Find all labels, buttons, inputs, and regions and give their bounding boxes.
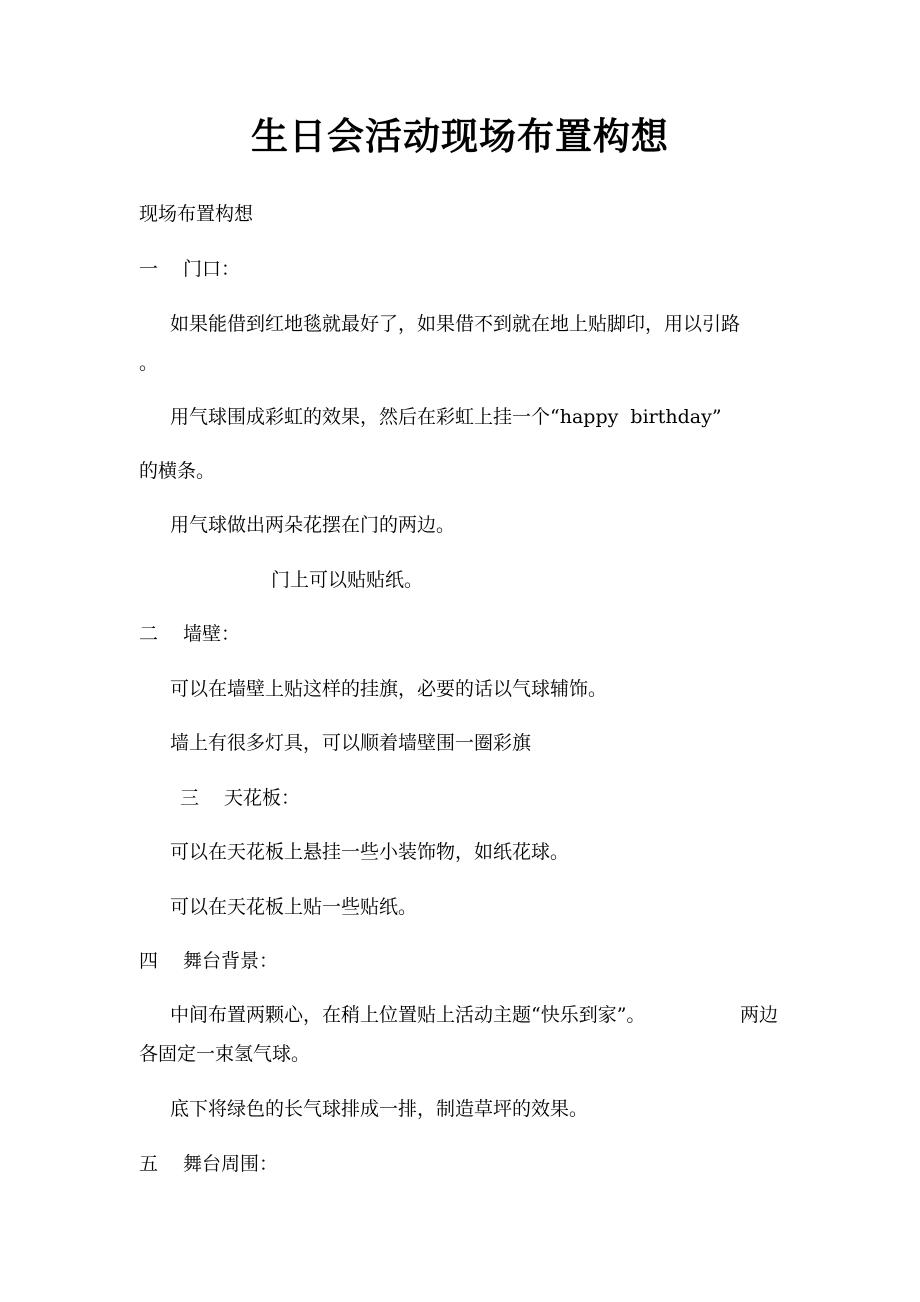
section-heading-stage-surroundings: 五 舞台周围： [139,1153,279,1175]
paragraph-line: 可以在天花板上悬挂一些小装饰物，如纸花球。 [170,841,570,863]
paragraph-line: 两边 [740,1004,779,1026]
paragraph-line: 中间布置两颗心，在稍上位置贴上活动主题“快乐到家”。 [170,1004,646,1026]
paragraph-line: 可以在天花板上贴一些贴纸。 [170,896,418,918]
paragraph-line: 用气球围成彩虹的效果，然后在彩虹上挂一个“happy birthday” [170,406,722,428]
section-heading-entrance: 一 门口： [139,258,241,280]
paragraph-line: 各固定一束氢气球。 [139,1043,311,1065]
document-subtitle: 现场布置构想 [139,203,254,225]
section-heading-ceiling: 三 天花板： [180,787,301,809]
paragraph-line: 的横条。 [139,460,216,482]
paragraph-line: 门上可以贴贴纸。 [271,569,424,591]
paragraph-line: 墙上有很多灯具，可以顺着墙壁围一圈彩旗 [170,732,532,754]
paragraph-line: 如果能借到红地毯就最好了，如果借不到就在地上贴脚印，用以引路 [170,313,741,335]
document-title: 生日会活动现场布置构想 [251,114,669,158]
section-heading-walls: 二 墙壁： [139,623,241,645]
paragraph-line: 可以在墙壁上贴这样的挂旗，必要的话以气球辅饰。 [170,678,608,700]
section-heading-stage-background: 四 舞台背景： [139,950,279,972]
paragraph-line: 用气球做出两朵花摆在门的两边。 [170,514,456,536]
paragraph-line: 底下将绿色的长气球排成一排，制造草坪的效果。 [170,1098,589,1120]
paragraph-line: 。 [139,352,159,374]
